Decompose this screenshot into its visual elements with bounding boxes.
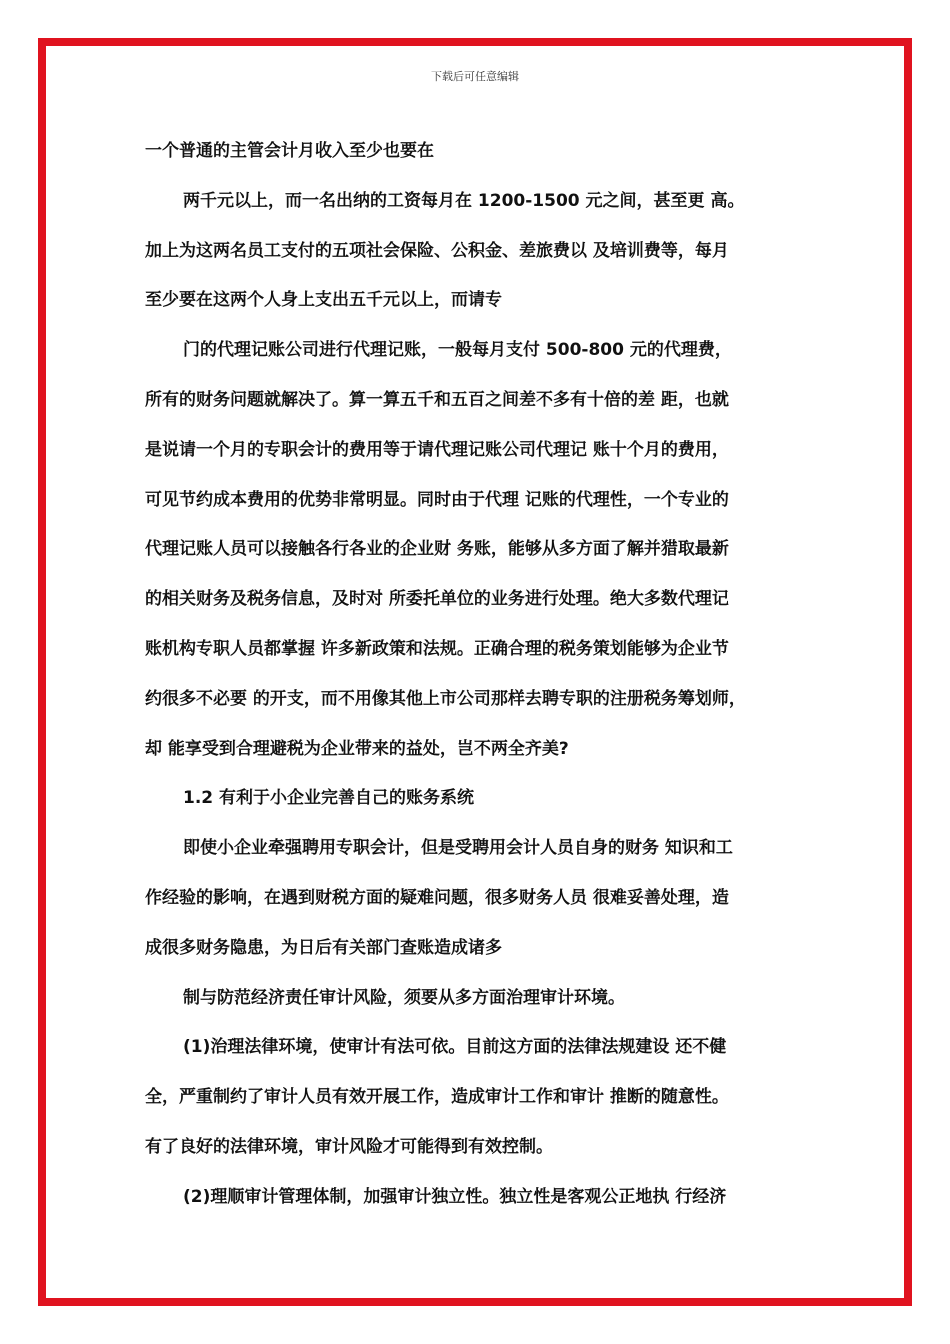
- text-line: 代理记账人员可以接触各行各业的企业财 务账，能够从多方面了解并猎取最新: [145, 539, 729, 560]
- text-line: 的相关财务及税务信息，及时对 所委托单位的业务进行处理。绝大多数代理记: [145, 589, 729, 610]
- text-line: 账机构专职人员都掌握 许多新政策和法规。正确合理的税务策划能够为企业节: [145, 638, 729, 659]
- text-line: 制与防范经济责任审计风险，须要从多方面治理审计环境。: [183, 987, 625, 1008]
- text-line: 却 能享受到合理避税为企业带来的益处，岂不两全齐美?: [145, 738, 569, 759]
- text-line: (1)治理法律环境，使审计有法可依。目前这方面的法律法规建设 还不健: [183, 1037, 727, 1058]
- text-line: 加上为这两名员工支付的五项社会保险、公积金、差旅费以 及培训费等，每月: [145, 240, 729, 261]
- text-line: 至少要在这两个人身上支出五千元以上，而请专: [145, 290, 502, 311]
- text-line: 所有的财务问题就解决了。算一算五千和五百之间差不多有十倍的差 距，也就: [145, 389, 729, 410]
- text-line: 有了良好的法律环境，审计风险才可能得到有效控制。: [145, 1136, 553, 1157]
- text-line: 是说请一个月的专职会计的费用等于请代理记账公司代理记 账十个月的费用，: [145, 439, 729, 460]
- document-body: [145, 134, 825, 1230]
- text-line: 成很多财务隐患，为日后有关部门查账造成诸多: [145, 937, 502, 958]
- text-line: 即使小企业牵强聘用专职会计，但是受聘用会计人员自身的财务 知识和工: [183, 838, 733, 859]
- text-line: 约很多不必要 的开支，而不用像其他上市公司那样去聘专职的注册税务筹划师，: [145, 688, 746, 709]
- text-line: 作经验的影响，在遇到财税方面的疑难问题，很多财务人员 很难妥善处理，造: [145, 887, 729, 908]
- header-note: 下载后可任意编辑: [431, 70, 519, 83]
- text-line: 可见节约成本费用的优势非常明显。同时由于代理 记账的代理性，一个专业的: [145, 489, 729, 510]
- text-line: (2)理顺审计管理体制，加强审计独立性。独立性是客观公正地执 行经济: [183, 1186, 727, 1207]
- text-line: 一个普通的主管会计月收入至少也要在: [145, 141, 434, 161]
- text-line: 两千元以上，而一名出纳的工资每月在 1200-1500 元之间，甚至更 高。: [183, 190, 745, 211]
- text-line: 全，严重制约了审计人员有效开展工作，造成审计工作和审计 推断的随意性。: [145, 1087, 729, 1108]
- text-line: 门的代理记账公司进行代理记账，一般每月支付 500-800 元的代理费，: [183, 340, 732, 361]
- text-line: 1.2 有利于小企业完善自己的账务系统: [183, 788, 475, 809]
